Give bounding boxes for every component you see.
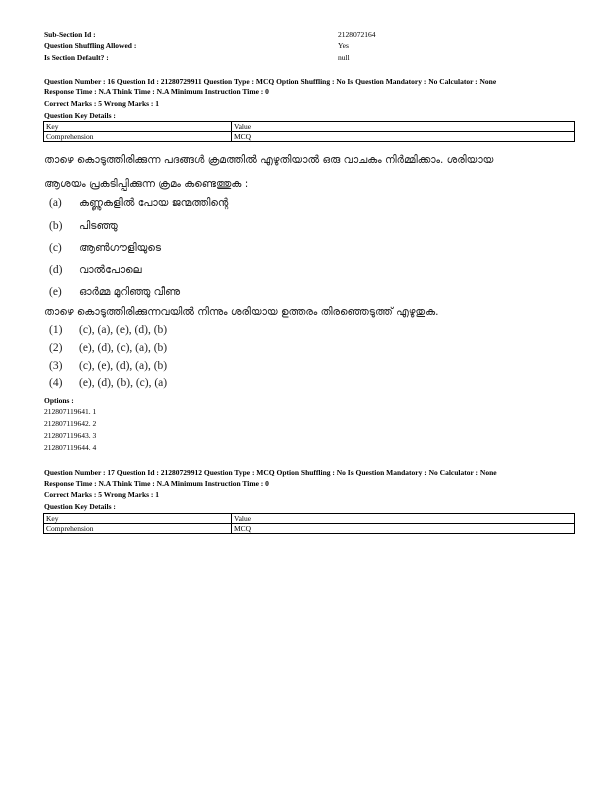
- q17-meta-line1: Question Number : 17 Question Id : 21280729912 Question Type : MCQ Option Shuffling : No Is Question Mandatory : No Calculator : None: [44, 468, 497, 477]
- q17-meta-line2: Response Time : N.A Think Time : N.A Minimum Instruction Time : 0: [44, 479, 269, 488]
- table-row: [44, 524, 575, 534]
- option-1: 212807119641. 1: [44, 407, 97, 416]
- item-label-e: (e): [49, 286, 62, 298]
- item-text-a: കണ്ണുകളിൽ പോയ ജന്മത്തിന്റെ: [79, 197, 229, 209]
- item-label-b: (b): [49, 220, 63, 232]
- item-label-c: (c): [49, 242, 62, 254]
- table-row: [44, 132, 575, 142]
- subsection-value: 2128072164: [338, 30, 376, 39]
- item-label-d: (d): [49, 264, 63, 276]
- q16-marks: Correct Marks : 5 Wrong Marks : 1: [44, 99, 160, 108]
- key-cell: Comprehension: [44, 132, 232, 142]
- choice-label-3: (3): [49, 360, 63, 372]
- value-cell: MCQ: [232, 132, 575, 142]
- shuffling-label: Question Shuffling Allowed :: [44, 41, 137, 50]
- default-label: Is Section Default? :: [44, 53, 109, 62]
- choice-text-2: (e), (d), (c), (a), (b): [79, 342, 168, 354]
- default-value: null: [338, 53, 350, 62]
- table-row: [44, 122, 575, 132]
- choice-label-2: (2): [49, 342, 63, 354]
- table-row: [44, 514, 575, 524]
- q17-key-table: [43, 513, 575, 534]
- value-header: Value: [232, 514, 575, 524]
- item-text-e: ഓർമ്മ മുറിഞ്ഞു വീണു: [79, 286, 181, 298]
- shuffling-value: Yes: [338, 41, 349, 50]
- choice-label-1: (1): [49, 324, 63, 336]
- option-4: 212807119644. 4: [44, 443, 97, 452]
- choice-text-1: (c), (a), (e), (d), (b): [79, 324, 168, 336]
- item-text-c: ആൺഗൗളിയുടെ: [79, 242, 162, 254]
- key-header: Key: [44, 122, 232, 132]
- q16-choose-line: താഴെ കൊടുത്തിരിക്കുന്നവയിൽ നിന്നും ശരിയായ ഉത്തരം തിരഞ്ഞെടുത്ത് എഴുതുക.: [44, 306, 439, 318]
- q16-key-table: [43, 121, 575, 142]
- choice-label-4: (4): [49, 377, 63, 389]
- item-text-d: വാൽപോലെ: [79, 264, 142, 276]
- q16-key-details: Question Key Details :: [44, 111, 116, 120]
- q17-key-details: Question Key Details :: [44, 502, 116, 511]
- key-cell: Comprehension: [44, 524, 232, 534]
- subsection-label: Sub-Section Id :: [44, 30, 96, 39]
- choice-text-3: (c), (e), (d), (a), (b): [79, 360, 168, 372]
- q16-meta-line2: Response Time : N.A Think Time : N.A Minimum Instruction Time : 0: [44, 87, 269, 96]
- q16-instruction-line2: ആശയം പ്രകടിപ്പിക്കുന്ന ക്രമം കണ്ടെത്തുക :: [44, 178, 249, 190]
- item-text-b: പിടഞ്ഞു: [79, 220, 118, 232]
- choice-text-4: (e), (d), (b), (c), (a): [79, 377, 168, 389]
- options-label: Options :: [44, 396, 74, 405]
- key-header: Key: [44, 514, 232, 524]
- q16-meta-line1: Question Number : 16 Question Id : 21280729911 Question Type : MCQ Option Shuffling : No Is Question Mandatory : No Calculator : None: [44, 77, 497, 86]
- q17-marks: Correct Marks : 5 Wrong Marks : 1: [44, 490, 160, 499]
- value-header: Value: [232, 122, 575, 132]
- q16-instruction-line1: താഴെ കൊടുത്തിരിക്കുന്ന പദങ്ങൾ ക്രമത്തിൽ എഴുതിയാൽ ഒരു വാചകം നിർമ്മിക്കാം. ശരിയായ: [44, 154, 494, 166]
- item-label-a: (a): [49, 197, 62, 209]
- option-3: 212807119643. 3: [44, 431, 97, 440]
- option-2: 212807119642. 2: [44, 419, 97, 428]
- value-cell: MCQ: [232, 524, 575, 534]
